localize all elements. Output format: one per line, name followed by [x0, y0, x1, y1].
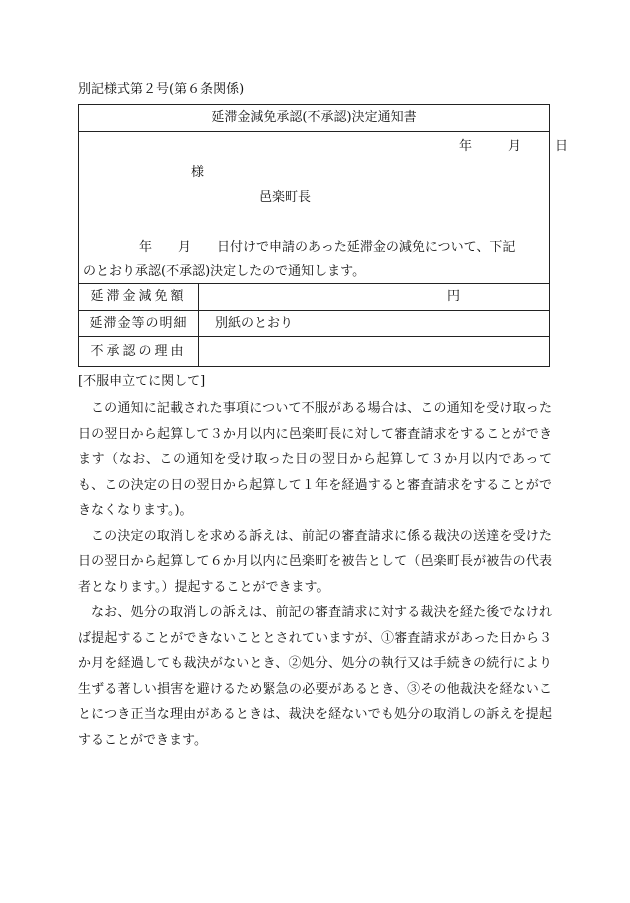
row-value: [199, 284, 549, 310]
notice-body-line-1: 年 月 日付けで申請のあった延滞金の減免について、下記: [139, 240, 516, 255]
row-rejection-reason: [79, 336, 549, 367]
form-title: 延滞金減免承認(不承認)決定通知書: [79, 105, 549, 132]
yen-unit: 円: [447, 289, 461, 304]
form-number-label: 別記様式第２号(第６条関係): [78, 82, 245, 97]
details-value: 別紙のとおり: [215, 316, 294, 331]
row-reduction-amount: [79, 283, 549, 310]
objection-paragraph-3: なお、処分の取消しの訴えは、前記の審査請求に対する裁決を経た後でなければ提起することができないこととされていますが、①審査請求があった日から３か月を経過しても裁決がないとき、②処分、処分の執行又は手続きの続行により生ずる著しい損害を避けるため緊急の必要があるとき、③その他裁決を経ないことにつき正当な理由があるときは、裁決を経ないでも処分の取消しの訴えを提起することができます。: [78, 605, 552, 748]
objection-paragraph-2: この決定の取消しを求める訴えは、前記の審査請求に係る裁決の送達を受けた日の翌日から起算して６か月以内に邑楽町を被告として（邑楽町長が被告の代表者となります。）提起することができます。: [78, 528, 552, 595]
notice-body: [83, 236, 547, 284]
objection-paragraph-1: この通知に記載された事項について不服がある場合は、この通知を受け取った日の翌日から起算して３か月以内に邑楽町長に対して審査請求をすることができます（なお、この通知を受け取った日の翌日から起算して３か月以内であっても、この決定の日の翌日から起算して１年を経過すると審査請求をすることができなくなります。)。: [78, 401, 552, 518]
row-label: 不承認の理由: [79, 337, 199, 367]
date-day: 日: [555, 139, 569, 154]
row-value: [199, 337, 549, 367]
issue-date: [459, 139, 568, 155]
row-label: 延滞金減免額: [79, 284, 199, 310]
issuer-name: 邑楽町長: [259, 190, 312, 205]
row-details: [79, 310, 549, 336]
date-month: 月: [508, 139, 522, 154]
objection-notes: [78, 396, 552, 753]
row-value: [199, 311, 549, 336]
notice-form-frame: [78, 104, 569, 367]
notice-body-line-2: のとおり承認(不承認)決定したので通知します。: [83, 264, 366, 279]
row-label: 延滞金等の明細: [79, 311, 199, 336]
date-year: 年: [459, 139, 473, 154]
addressee-suffix: 様: [191, 165, 205, 180]
objection-heading: [不服申立てに関して]: [78, 374, 206, 389]
